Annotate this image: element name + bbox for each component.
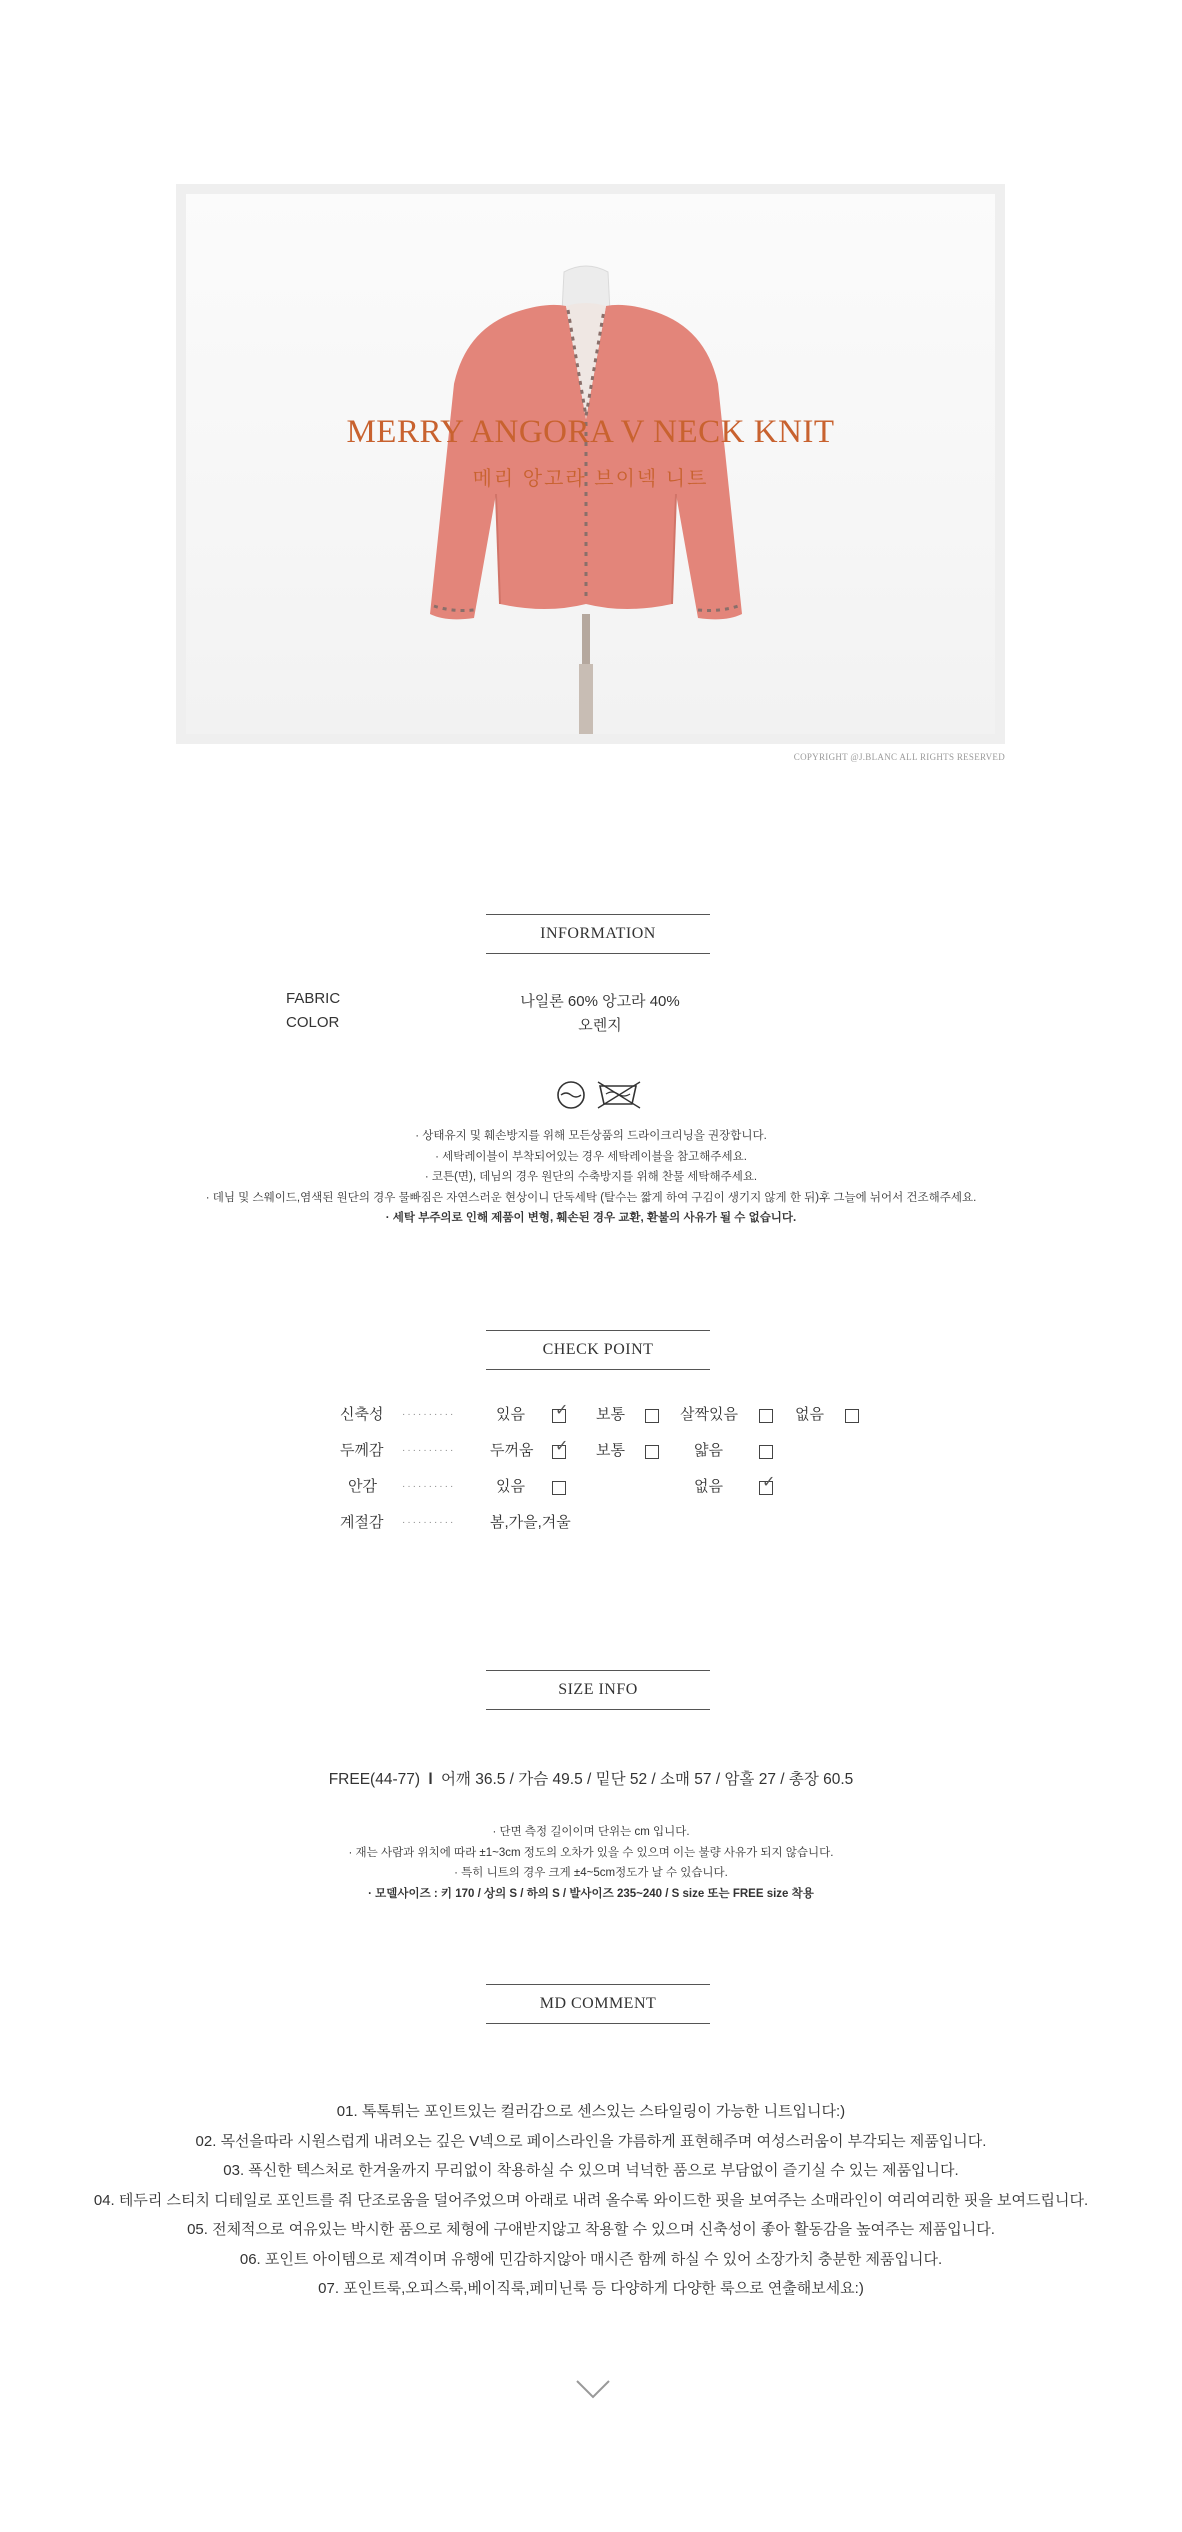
lining-row [0,1476,1182,1498]
size-notes [100,1822,1082,1904]
checkbox [552,1481,566,1495]
checkbox-checked: ✓ [552,1445,566,1459]
stretch-row [0,1404,1182,1426]
checkbox [759,1445,773,1459]
option-label: 없음 [795,1406,824,1423]
size-info-heading: SIZE INFO [486,1670,710,1710]
copyright-notice: COPYRIGHT @J.BLANC ALL RIGHTS RESERVED [793,752,1005,762]
size-label: FREE(44-77) [328,1771,421,1788]
checkbox [645,1445,659,1459]
row-label: 두께감 [340,1442,384,1459]
md-comment-line: 05. 전체적으로 여유있는 박시한 품으로 체형에 구애받지않고 착용할 수 있으며 신축성이 좋아 활동감을 높여주는 제품입니다. [187,2221,995,2238]
dot-leader: ·········· [402,1481,456,1492]
fabric-value: 나일론 60% 앙고라 40% [520,993,680,1010]
information-heading: INFORMATION [486,914,710,954]
option-label: 얇음 [694,1442,723,1459]
checkbox [645,1409,659,1423]
care-note: · 상태유지 및 훼손방지를 위해 모든상품의 드라이크리닝을 권장합니다. [415,1130,767,1142]
option-label: 두꺼움 [490,1442,534,1459]
option-label: 살짝있음 [680,1406,738,1423]
md-comment-line: 01. 톡톡튀는 포인트있는 컬러감으로 센스있는 스타일링이 가능한 니트입니다:) [336,2103,846,2120]
thickness-row [0,1440,1182,1462]
size-note: · 특히 니트의 경우 크게 ±4~5cm정도가 날 수 있습니다. [454,1867,728,1879]
care-note: · 코튼(면), 데님의 경우 원단의 수축방지를 위해 찬물 세탁해주세요. [424,1171,758,1183]
model-size-note: · 모델사이즈 : 키 170 / 상의 S / 하의 S / 발사이즈 235~240 / S size 또는 FREE size 착용 [368,1887,814,1900]
md-comment-line: 06. 포인트 아이템으로 제격이며 유행에 민감하지않아 매시즌 함께 하실 수 있어 소장가치 충분한 제품입니다. [239,2250,943,2268]
season-row [0,1512,1182,1534]
wash-icon [558,1082,584,1108]
checkbox [845,1409,859,1423]
md-comment-line: 03. 폭신한 텍스처로 한겨울까지 무리없이 착용하실 수 있으며 넉넉한 품으로 부담없이 즐기실 수 있는 제품입니다. [223,2162,959,2179]
checkbox-checked: ✓ [759,1481,773,1495]
row-label: 신축성 [340,1406,384,1423]
fabric-label: FABRIC [286,990,341,1007]
season-value: 봄,가을,겨울 [490,1514,571,1531]
no-tumble-dry-icon [598,1082,640,1108]
care-note: · 데님 및 스웨이드,염색된 원단의 경우 물빠짐은 자연스러운 현상이니 단독세탁 (탈수는 짧게 하여 구김이 생기지 않게 한 뒤)후 그늘에 뉘어서 건조해주세요. [205,1191,977,1204]
option-label: 있음 [496,1406,525,1423]
size-values: 어깨 36.5 / 가슴 49.5 / 밑단 52 / 소매 57 / 암홀 27 / 총장 60.5 [440,1771,854,1788]
care-notes [100,1126,1082,1229]
care-note-warning: · 세탁 부주의로 인해 제품이 변형, 훼손된 경우 교환, 환불의 사유가 될 수 없습니다. [385,1212,797,1224]
md-comment-heading: MD COMMENT [486,1984,710,2024]
md-comment-list [60,2097,1122,2304]
size-separator: l [428,1771,433,1788]
md-comment-line: 02. 목선을따라 시원스럽게 내려오는 깊은 V넥으로 페이스라인을 갸름하게 표현해주며 여성스러움이 부각되는 제품입니다. [195,2132,987,2150]
size-note: · 재는 사람과 위치에 따라 ±1~3cm 정도의 오차가 있을 수 있으며 이는 불량 사유가 되지 않습니다. [348,1846,834,1859]
checkbox [759,1409,773,1423]
row-label: 계절감 [340,1514,384,1531]
option-label: 보통 [596,1406,625,1423]
check-point-heading: CHECK POINT [486,1330,710,1370]
size-note: · 단면 측정 길이이며 단위는 cm 입니다. [492,1826,690,1838]
dot-leader: ·········· [402,1409,456,1420]
option-label: 있음 [496,1478,525,1495]
row-label: 안감 [348,1478,377,1495]
care-note: · 세탁레이블이 부착되어있는 경우 세탁레이블을 참고해주세요. [435,1150,747,1163]
checkbox-checked: ✓ [552,1409,566,1423]
product-subtitle: 메리 앙고라 브이넥 니트 [472,468,709,490]
product-hero-image [176,184,1005,744]
dot-leader: ·········· [402,1517,456,1528]
color-label: COLOR [286,1014,340,1031]
chevron-down-icon [576,2378,610,2400]
md-comment-line: 04. 테두리 스티치 디테일로 포인트를 줘 단조로움을 덜어주었으며 아래로 내려 올수록 와이드한 핏을 보여주는 소매라인이 여리여리한 핏을 보여드립니다. [93,2191,1089,2209]
care-icons [556,1080,642,1110]
color-value: 오렌지 [578,1017,622,1034]
option-label: 없음 [694,1478,723,1495]
product-title: MERRY ANGORA V NECK KNIT [346,414,835,450]
option-label: 보통 [596,1442,625,1459]
md-comment-line: 07. 포인트룩,오피스룩,베이직룩,페미닌룩 등 다양하게 다양한 룩으로 연출해보세요:) [318,2280,864,2297]
dot-leader: ·········· [402,1445,456,1456]
size-measurements [0,1767,1182,1789]
